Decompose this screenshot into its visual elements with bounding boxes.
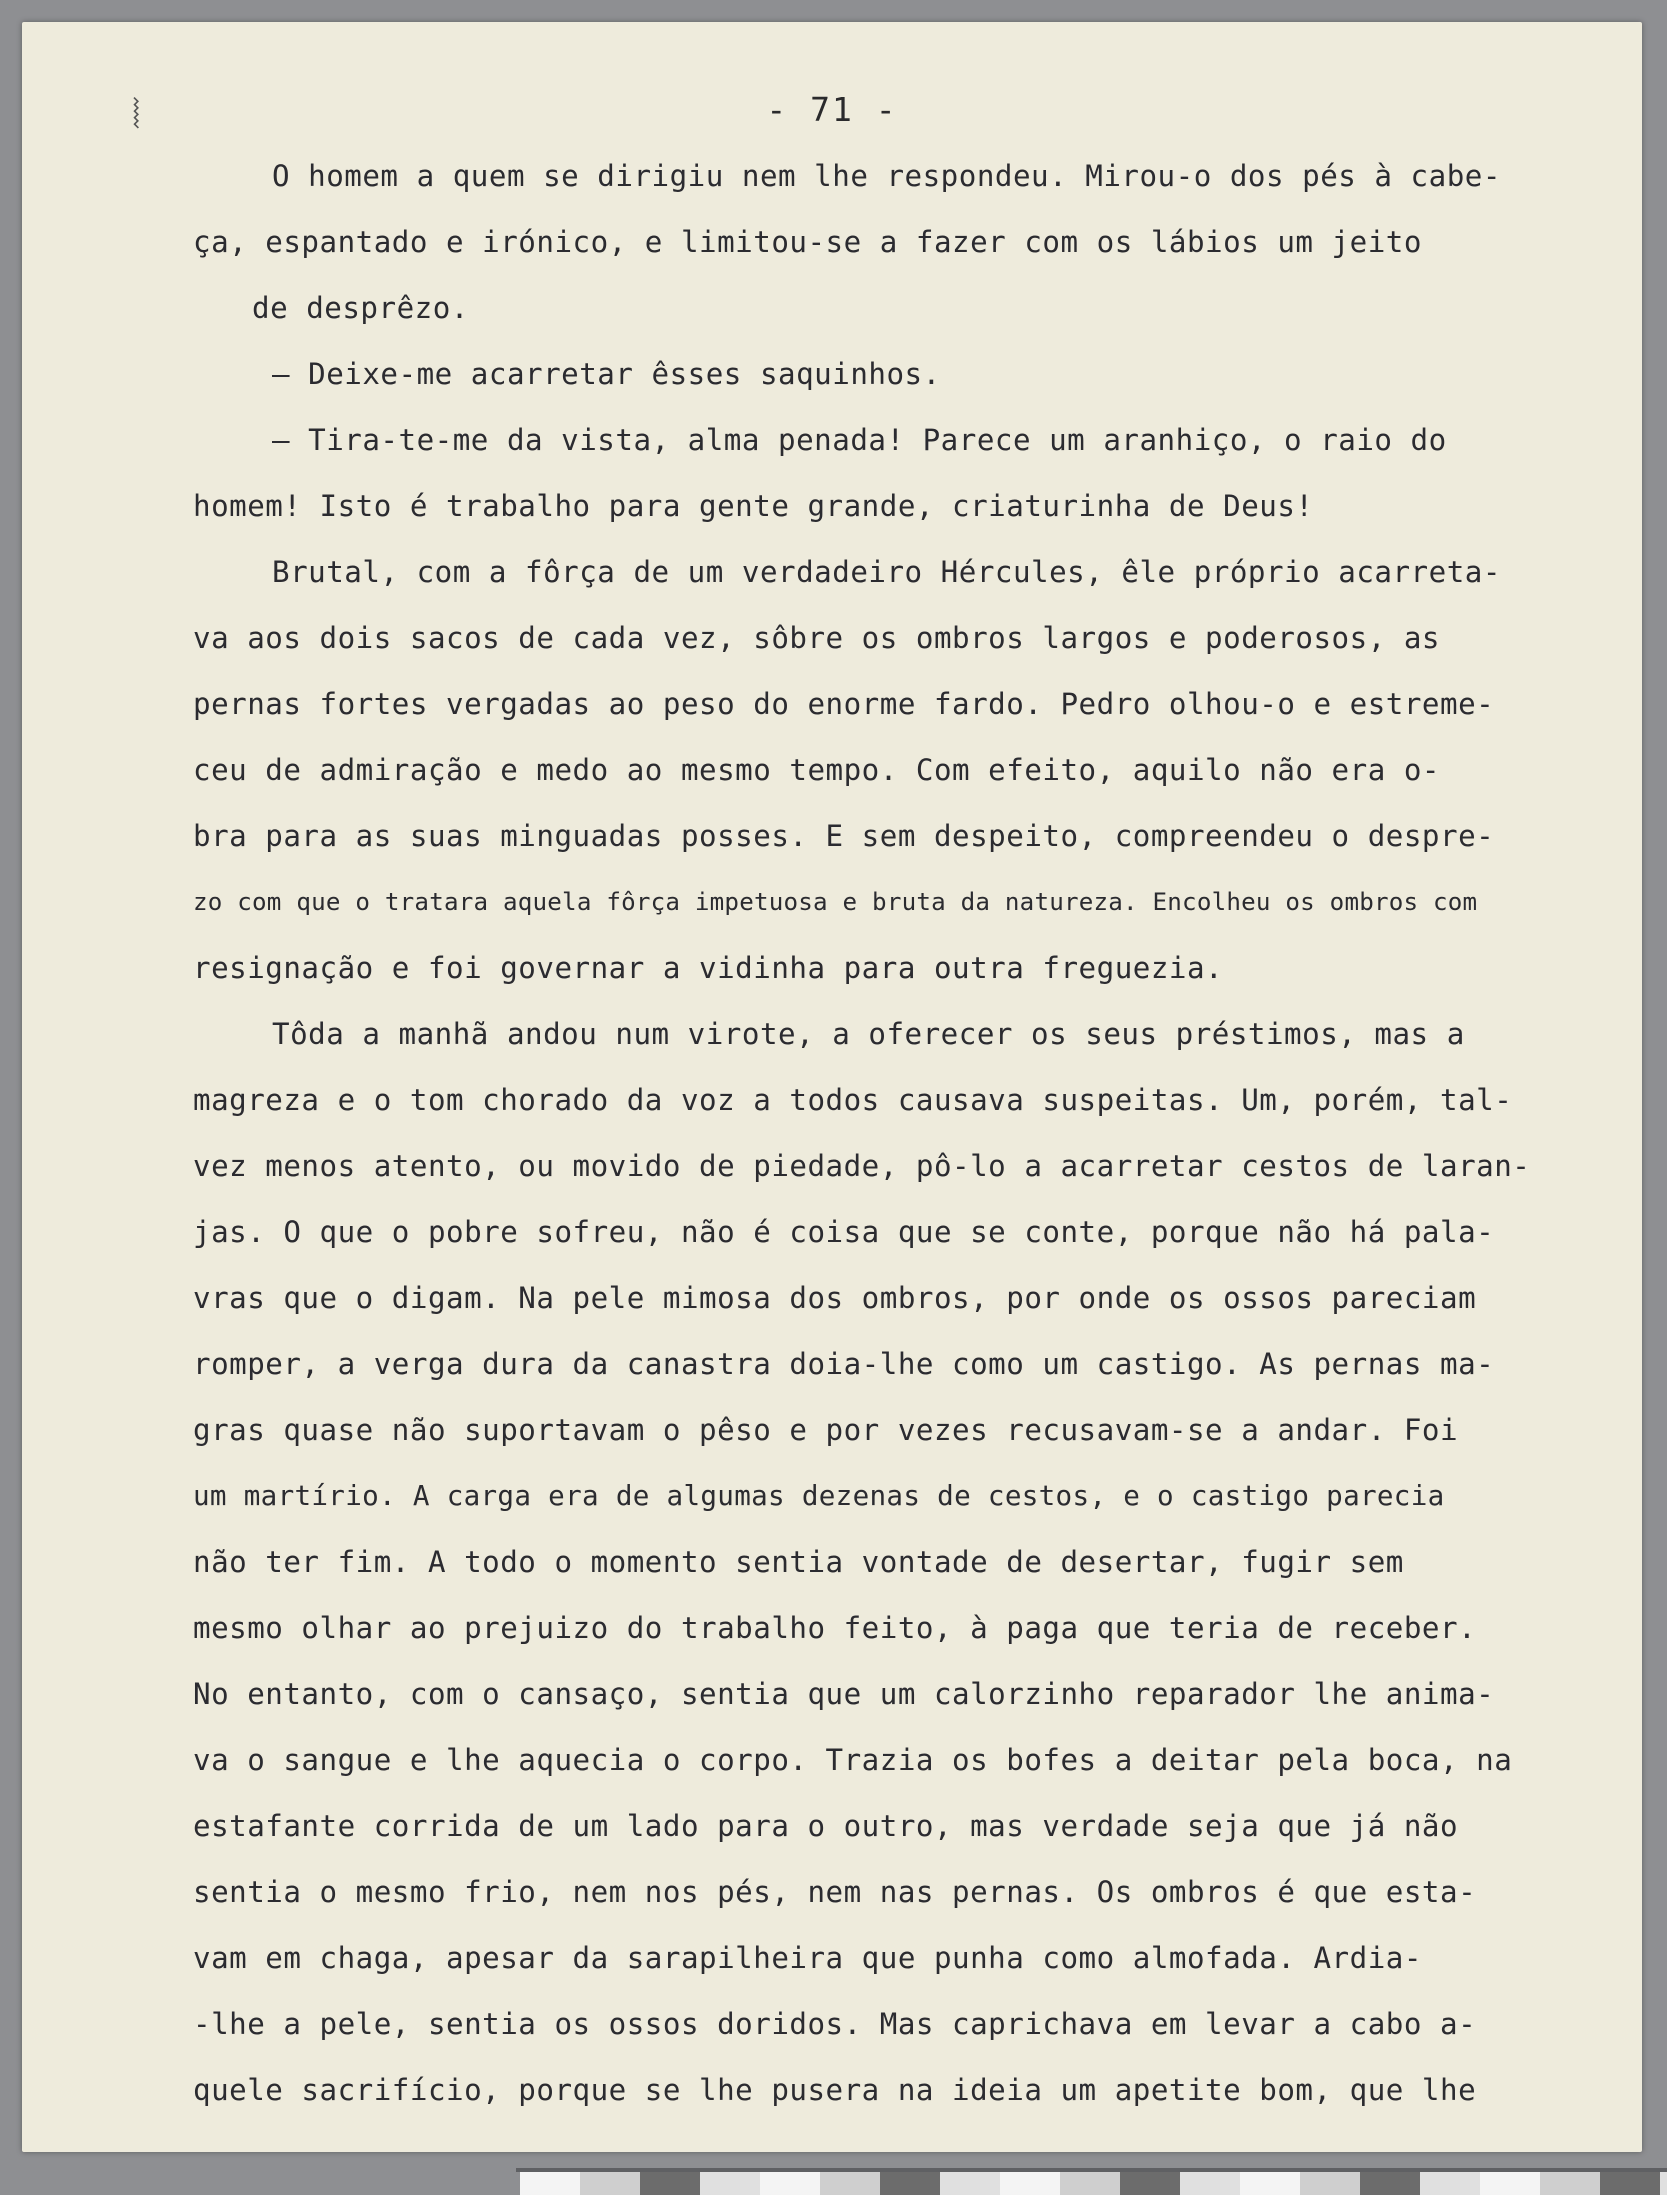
- text-line: O homem a quem se dirigiu nem lhe respondeu. Mirou-o dos pés à cabe-: [272, 159, 1501, 193]
- text-line: romper, a verga dura da canastra doia-lhe como um castigo. As pernas ma-: [193, 1347, 1495, 1381]
- text-line: pernas fortes vergadas ao peso do enorme fardo. Pedro olhou-o e estreme-: [193, 687, 1495, 721]
- text-line: mesmo olhar ao prejuizo do trabalho feito, à paga que teria de receber.: [193, 1611, 1477, 1645]
- text-line: va aos dois sacos de cada vez, sôbre os ombros largos e poderosos, as: [193, 621, 1440, 655]
- page-number: - 71 -: [766, 90, 898, 129]
- scan-color-strip: [520, 2172, 1667, 2195]
- text-line: gras quase não suportavam o pêso e por vezes recusavam-se a andar. Foi: [193, 1413, 1459, 1447]
- text-line: — Deixe-me acarretar êsses saquinhos.: [272, 357, 941, 391]
- text-line: jas. O que o pobre sofreu, não é coisa que se conte, porque não há pala-: [193, 1215, 1495, 1249]
- text-line: No entanto, com o cansaço, sentia que um calorzinho reparador lhe anima-: [193, 1677, 1495, 1711]
- text-line: vez menos atento, ou movido de piedade, pô-lo a acarretar cestos de laran-: [193, 1149, 1531, 1183]
- text-line: ça, espantado e irónico, e limitou-se a fazer com os lábios um jeito: [193, 225, 1422, 259]
- text-line: um martírio. A carga era de algumas dezenas de cestos, e o castigo parecia: [193, 1479, 1445, 1512]
- text-line: homem! Isto é trabalho para gente grande, criaturinha de Deus!: [193, 489, 1314, 523]
- text-line: quele sacrifício, porque se lhe pusera na ideia um apetite bom, que lhe: [193, 2073, 1477, 2107]
- text-line: vras que o digam. Na pele mimosa dos ombros, por onde os ossos pareciam: [193, 1281, 1477, 1315]
- text-line: Brutal, com a fôrça de um verdadeiro Hércules, êle próprio acarreta-: [272, 555, 1501, 589]
- margin-annotation-mark: ⦚: [132, 92, 141, 138]
- text-line: de desprêzo.: [252, 291, 469, 325]
- text-line: não ter fim. A todo o momento sentia vontade de desertar, fugir sem: [193, 1545, 1404, 1579]
- text-line: — Tira-te-me da vista, alma penada! Parece um aranhiço, o raio do: [272, 423, 1447, 457]
- text-line: magreza e o tom chorado da voz a todos causava suspeitas. Um, porém, tal-: [193, 1083, 1513, 1117]
- text-line: bra para as suas minguadas posses. E sem despeito, compreendeu o despre-: [193, 819, 1495, 853]
- typewritten-page: [22, 22, 1642, 2152]
- text-line: vam em chaga, apesar da sarapilheira que punha como almofada. Ardia-: [193, 1941, 1422, 1975]
- text-line: sentia o mesmo frio, nem nos pés, nem nas pernas. Os ombros é que esta-: [193, 1875, 1477, 1909]
- text-line: zo com que o tratara aquela fôrça impetuosa e bruta da natureza. Encolheu os ombros com: [193, 888, 1478, 916]
- text-line: estafante corrida de um lado para o outro, mas verdade seja que já não: [193, 1809, 1459, 1843]
- text-line: ceu de admiração e medo ao mesmo tempo. Com efeito, aquilo não era o-: [193, 753, 1440, 787]
- text-line: -lhe a pele, sentia os ossos doridos. Mas caprichava em levar a cabo a-: [193, 2007, 1477, 2041]
- text-line: va o sangue e lhe aquecia o corpo. Trazia os bofes a deitar pela boca, na: [193, 1743, 1513, 1777]
- text-line: resignação e foi governar a vidinha para outra freguezia.: [193, 951, 1224, 985]
- text-line: Tôda a manhã andou num virote, a oferecer os seus préstimos, mas a: [272, 1017, 1465, 1051]
